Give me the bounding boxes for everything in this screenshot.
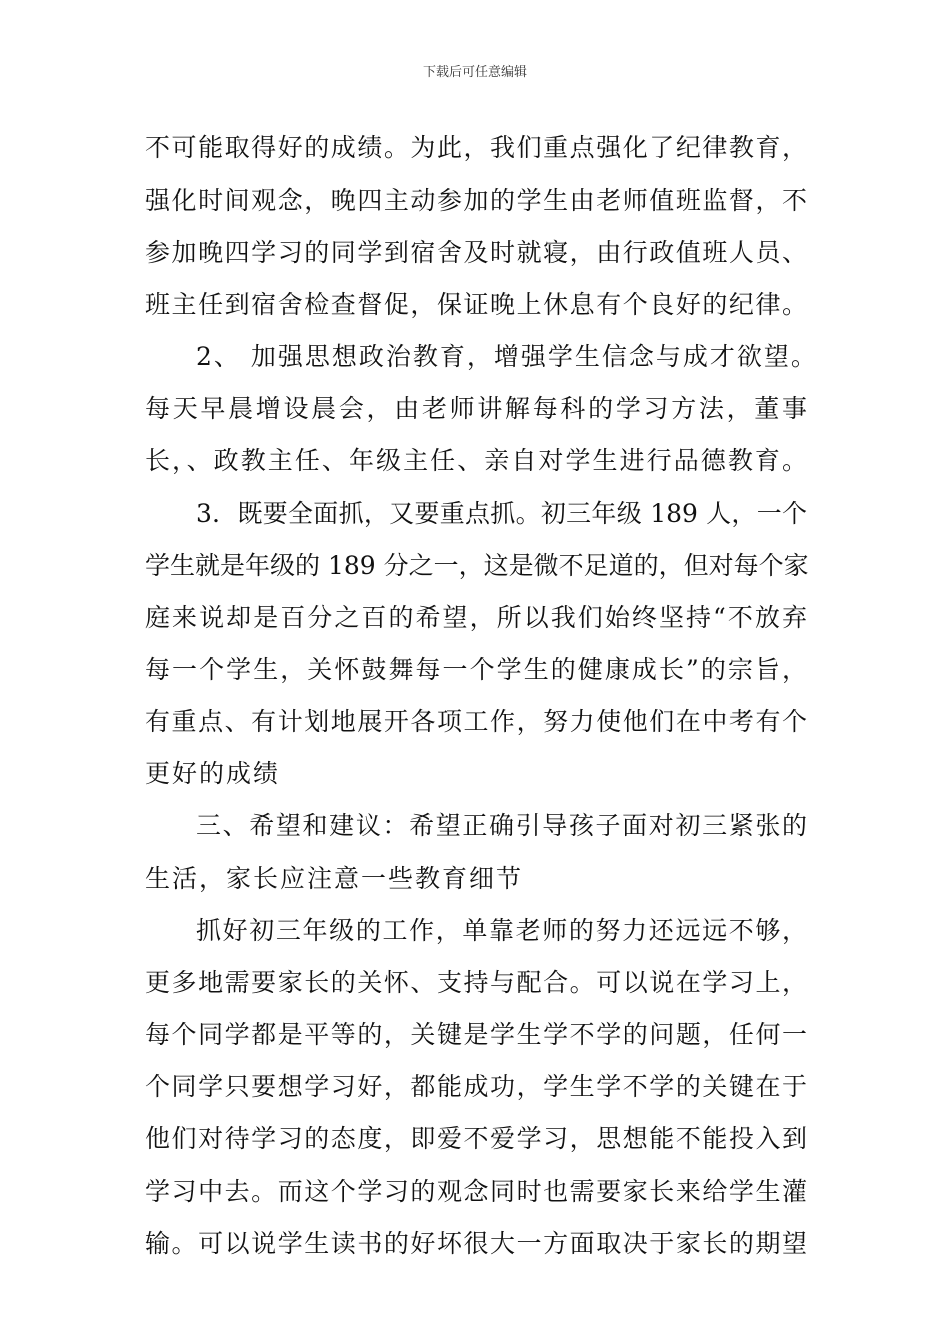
text-line: 每天早晨增设晨会，由老师讲解每科的学习方法，董事 [145,394,807,423]
text-line: 有重点、有计划地展开各项工作，努力使他们在中考有个 [145,707,807,736]
text-line: 输。可以说学生读书的好坏很大一方面取决于家长的期望 [145,1229,807,1258]
text-line: 学生就是年级的 189 分之一，这是微不足道的，但对每个家 [145,551,809,580]
text-line: 3．既要全面抓，又要重点抓。初三年级 189 人，一个 [196,499,807,528]
text-line: 更多地需要家长的关怀、支持与配合。可以说在学习上， [145,968,807,997]
text-line: 个同学只要想学习好，都能成功，学生学不学的关键在于 [145,1072,807,1101]
text-line: 班主任到宿舍检查督促，保证晚上休息有个良好的纪律。 [145,290,807,319]
text-line: 三、希望和建议：希望正确引导孩子面对初三紧张的 [196,811,807,840]
text-line: 不可能取得好的成绩。为此，我们重点强化了纪律教育， [145,133,807,162]
text-line: 每个同学都是平等的，关键是学生学不学的问题，任何一 [145,1020,807,1049]
text-line: 抓好初三年级的工作，单靠老师的努力还远远不够， [196,916,807,945]
text-line: 长，、政教主任、年级主任、亲自对学生进行品德教育。 [145,446,807,475]
text-line: 每一个学生，关怀鼓舞每一个学生的健康成长”的宗旨， [145,655,807,684]
text-line: 庭来说却是百分之百的希望，所以我们始终坚持“不放弃 [145,603,807,632]
text-line: 强化时间观念，晚四主动参加的学生由老师值班监督，不 [145,186,807,215]
text-line: 生活，家长应注意一些教育细节 [145,864,524,893]
text-line: 更好的成绩 [145,759,281,788]
text-line: 2、 加强思想政治教育，增强学生信念与成才欲望。 [196,342,818,371]
text-line: 参加晚四学习的同学到宿舍及时就寝，由行政值班人员、 [145,238,807,267]
page-header-note: 下载后可任意编辑 [422,65,527,80]
text-line: 学习中去。而这个学习的观念同时也需要家长来给学生灌 [145,1177,807,1206]
text-line: 他们对待学习的态度，即爱不爱学习，思想能不能投入到 [145,1124,807,1153]
